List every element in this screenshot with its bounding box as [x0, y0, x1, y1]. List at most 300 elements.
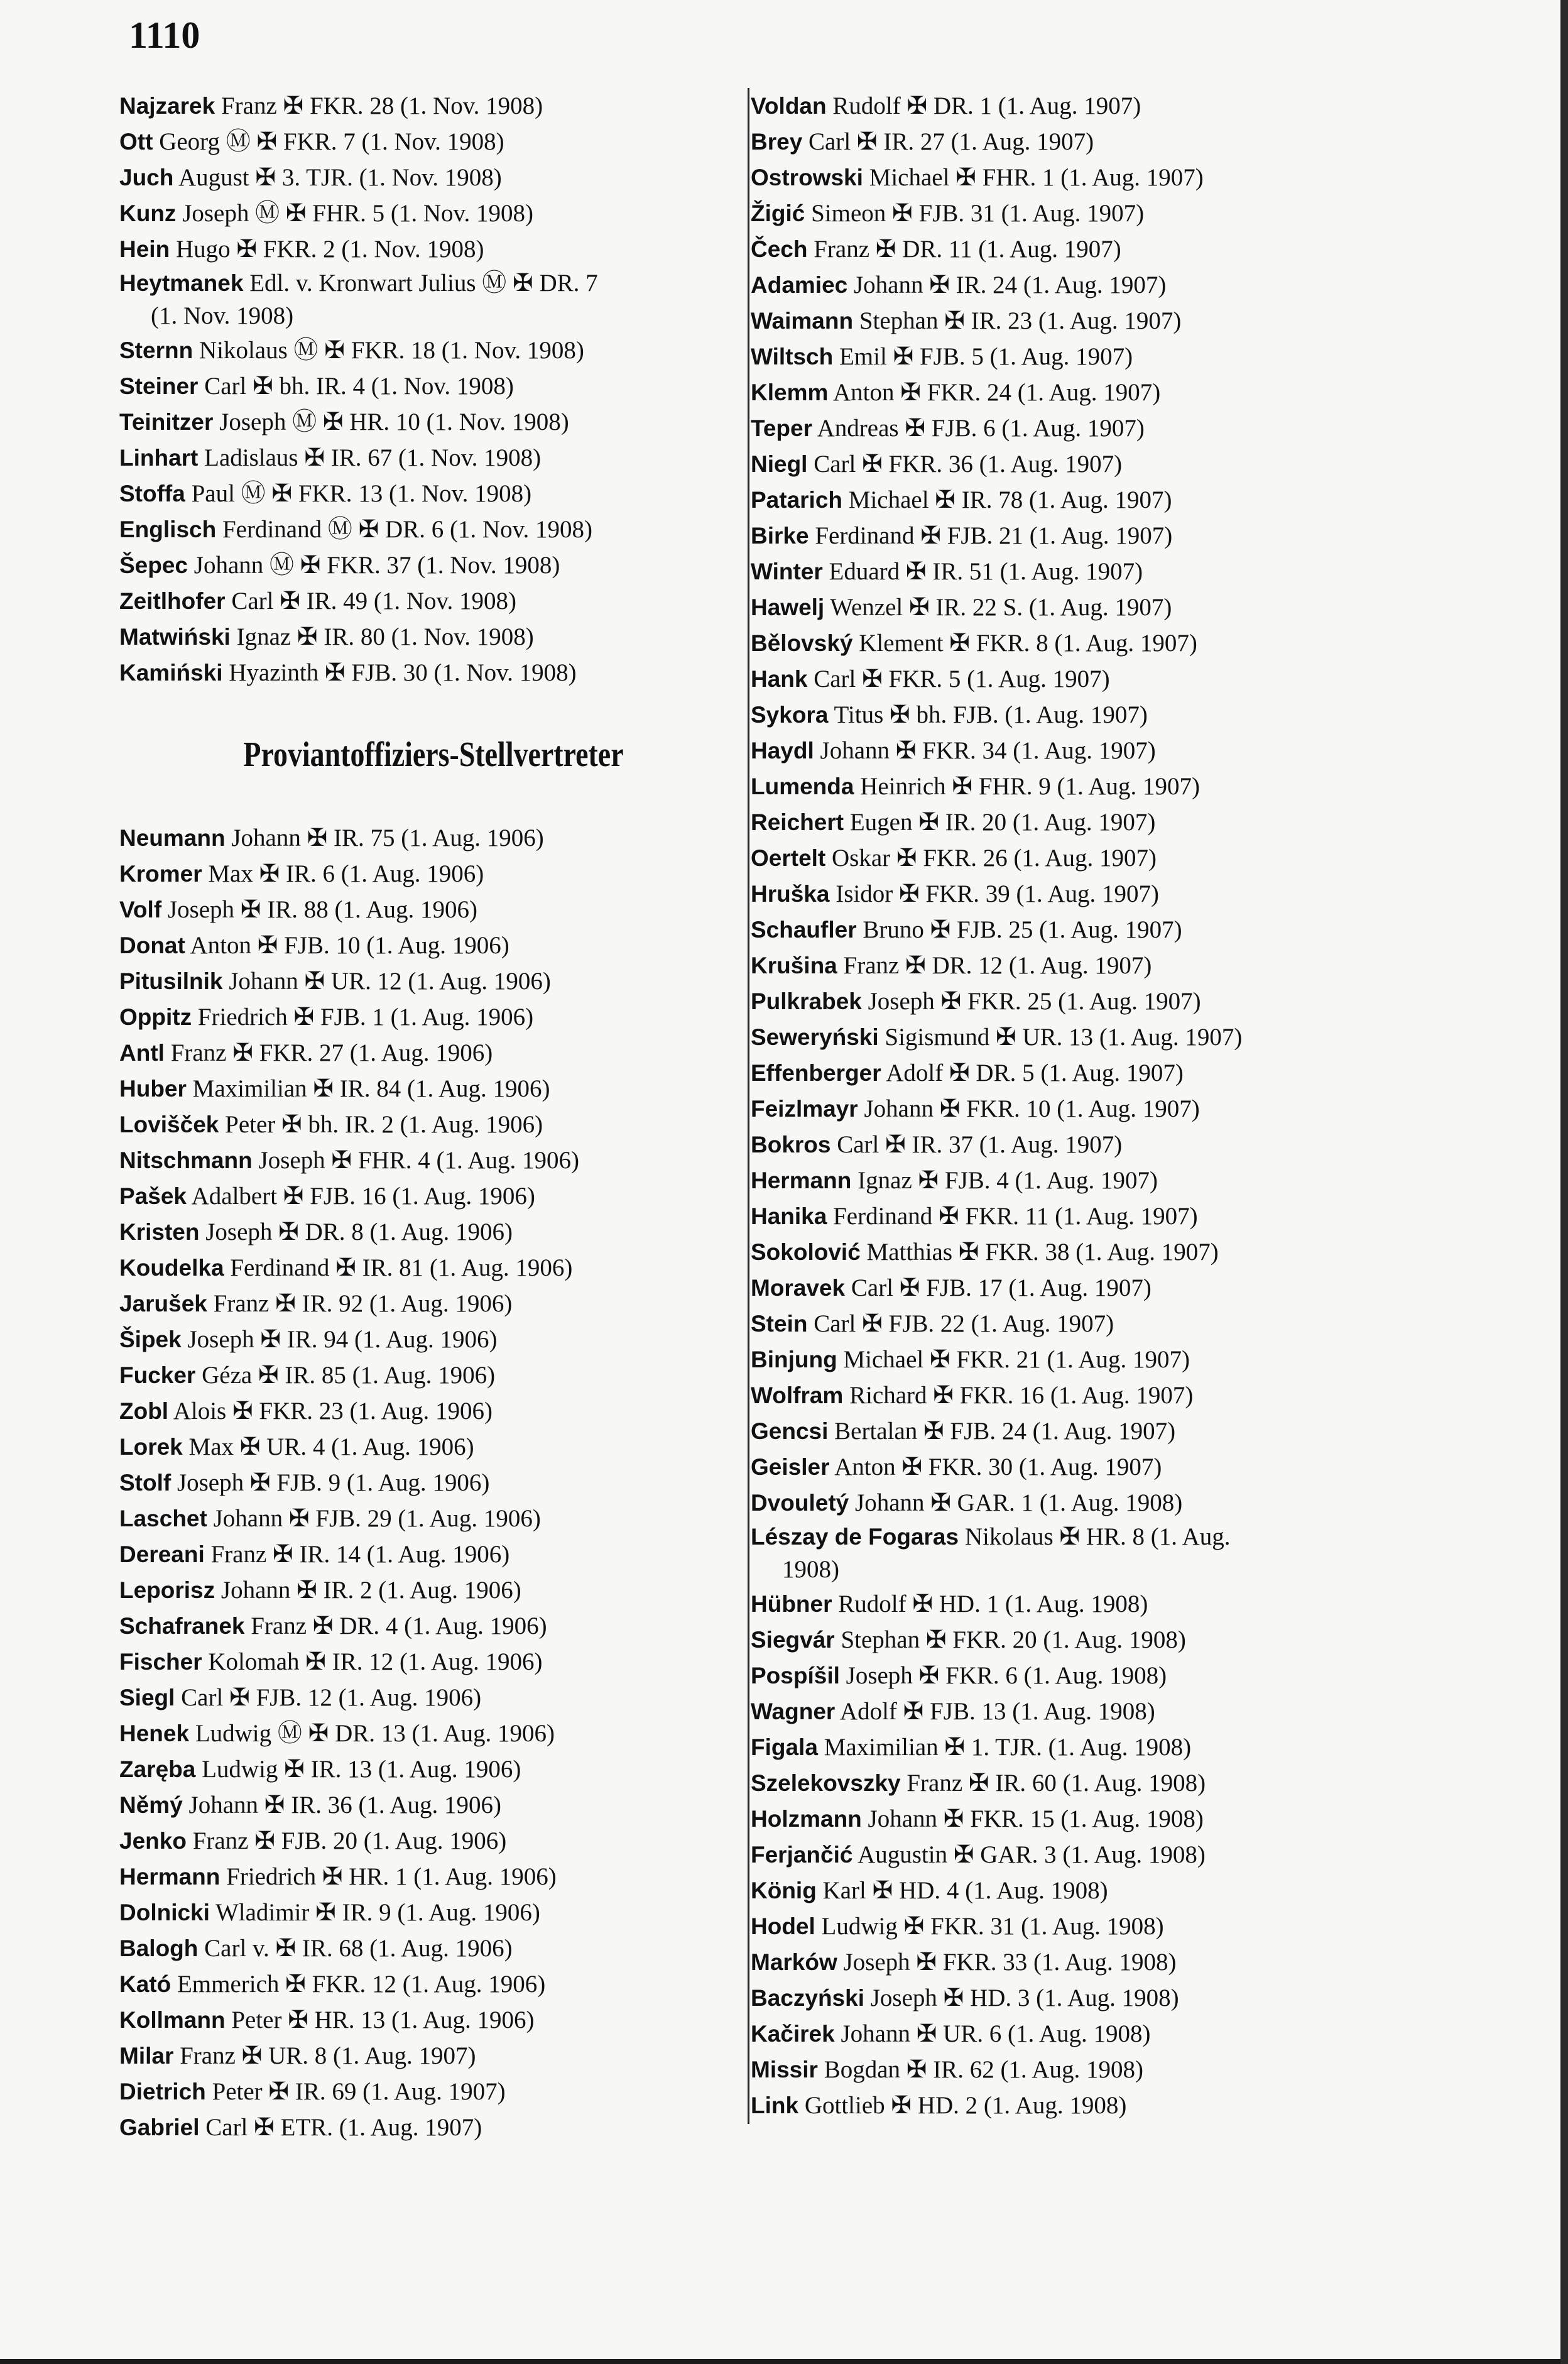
list-item	[751, 1658, 1379, 1694]
entry-surname: Donat	[119, 933, 185, 958]
list-item	[119, 1895, 748, 1930]
entry-continuation: 1908)	[782, 1556, 839, 1583]
entry-details: Carl ✠ FKR. 36 (1. Aug. 1907)	[814, 451, 1123, 478]
entry-details: Michael ✠ IR. 78 (1. Aug. 1907)	[848, 486, 1172, 513]
entry-surname: Matwiński	[119, 624, 231, 650]
entry-surname: Fischer	[119, 1649, 202, 1675]
list-item	[119, 619, 748, 655]
list-item	[751, 769, 1379, 804]
entry-surname: Feizlmayr	[751, 1096, 858, 1122]
list-item	[751, 1127, 1379, 1163]
list-item	[751, 1342, 1379, 1377]
entry-surname: Geisler	[751, 1454, 830, 1480]
list-item	[751, 1234, 1379, 1270]
list-item	[751, 804, 1379, 840]
list-item	[119, 1859, 748, 1895]
left-entries-top	[119, 88, 748, 691]
list-item	[119, 963, 748, 999]
entry-surname: Huber	[119, 1076, 187, 1102]
entry-surname: Stoffa	[119, 481, 185, 506]
list-item	[119, 2002, 748, 2038]
entry-details: Franz ✠ DR. 12 (1. Aug. 1907)	[843, 952, 1152, 979]
list-item	[119, 1644, 748, 1680]
list-item	[751, 1873, 1379, 1908]
entry-details: Maximilian ✠ 1. TJR. (1. Aug. 1908)	[824, 1734, 1192, 1761]
entry-details: Matthias ✠ FKR. 38 (1. Aug. 1907)	[866, 1239, 1219, 1266]
entry-details: Johann ✠ FKR. 15 (1. Aug. 1908)	[868, 1805, 1204, 1832]
entry-surname: Laschet	[119, 1506, 207, 1531]
entry-surname: Jarušek	[119, 1291, 207, 1316]
entry-surname: Hermann	[751, 1168, 852, 1193]
entry-surname: Stein	[751, 1311, 808, 1337]
entry-details: Isidor ✠ FKR. 39 (1. Aug. 1907)	[836, 880, 1159, 907]
entry-surname: Klemm	[751, 380, 829, 405]
list-item	[751, 1586, 1379, 1622]
entry-continuation: (1. Nov. 1908)	[151, 302, 294, 329]
list-item	[751, 88, 1379, 124]
page-right-edge	[1560, 0, 1568, 2364]
entry-surname: Kačirek	[751, 2021, 835, 2047]
list-item	[751, 1485, 1379, 1521]
entry-surname: Pašek	[119, 1183, 187, 1209]
list-item	[751, 267, 1379, 303]
entry-details: Bogdan ✠ IR. 62 (1. Aug. 1908)	[824, 2056, 1143, 2083]
entry-surname: Schaufler	[751, 917, 857, 943]
entry-surname: Jenko	[119, 1828, 187, 1854]
list-item	[119, 583, 748, 619]
entry-surname: Neumann	[119, 825, 226, 851]
list-item	[119, 1787, 748, 1823]
entry-surname: Winter	[751, 559, 823, 584]
list-item	[119, 820, 748, 856]
entry-details: Franz ✠ FJB. 20 (1. Aug. 1906)	[192, 1827, 507, 1854]
entry-details: Ludwig Ⓜ ✠ DR. 13 (1. Aug. 1906)	[195, 1720, 555, 1747]
entry-surname: Antl	[119, 1040, 165, 1066]
list-item	[751, 410, 1379, 446]
entry-details: Michael ✠ FHR. 1 (1. Aug. 1907)	[869, 164, 1204, 191]
entry-surname: Wolfram	[751, 1382, 844, 1408]
list-item	[751, 733, 1379, 769]
entry-details: Franz ✠ DR. 4 (1. Aug. 1906)	[251, 1612, 547, 1639]
entry-details: Ferdinand ✠ IR. 81 (1. Aug. 1906)	[230, 1254, 573, 1281]
list-item	[751, 948, 1379, 983]
entry-details: Stephan ✠ IR. 23 (1. Aug. 1907)	[859, 307, 1182, 334]
list-item	[119, 368, 748, 404]
list-item	[119, 440, 748, 476]
list-item	[751, 1622, 1379, 1658]
list-item	[119, 160, 748, 195]
list-item	[751, 339, 1379, 375]
entry-surname: Dietrich	[119, 2079, 206, 2104]
list-item	[119, 1536, 748, 1572]
entry-details: Joseph ✠ IR. 94 (1. Aug. 1906)	[187, 1326, 498, 1353]
entry-surname: Dereani	[119, 1541, 205, 1567]
list-item	[751, 160, 1379, 195]
list-item	[119, 2110, 748, 2145]
entry-surname: Pitusilnik	[119, 968, 223, 994]
entry-surname: Lorek	[119, 1434, 183, 1460]
entry-surname: Effenberger	[751, 1060, 881, 1086]
entry-surname: Stolf	[119, 1470, 172, 1496]
list-item	[751, 876, 1379, 912]
entry-details: Wenzel ✠ IR. 22 S. (1. Aug. 1907)	[830, 594, 1172, 621]
entry-details: Joseph Ⓜ ✠ FHR. 5 (1. Nov. 1908)	[182, 200, 534, 227]
entry-details: Adolf ✠ FJB. 13 (1. Aug. 1908)	[839, 1698, 1155, 1725]
list-item	[751, 1198, 1379, 1234]
list-item	[119, 124, 748, 160]
list-item	[119, 332, 748, 368]
entry-surname: Juch	[119, 165, 174, 190]
entry-surname: Steiner	[119, 373, 199, 399]
entry-details: Franz ✠ UR. 8 (1. Aug. 1907)	[180, 2042, 476, 2069]
entry-details: Peter ✠ HR. 13 (1. Aug. 1906)	[231, 2006, 535, 2033]
entry-details: Johann ✠ UR. 6 (1. Aug. 1908)	[841, 2020, 1151, 2047]
entry-details: Carl ✠ FKR. 5 (1. Aug. 1907)	[814, 665, 1110, 692]
entry-surname: Wagner	[751, 1699, 836, 1724]
entry-details: Max ✠ IR. 6 (1. Aug. 1906)	[208, 860, 484, 887]
entry-details: Johann ✠ IR. 36 (1. Aug. 1906)	[188, 1792, 501, 1819]
list-item	[119, 1930, 748, 1966]
list-item	[119, 88, 748, 124]
entry-surname: Adamiec	[751, 272, 848, 298]
entry-surname: Siegl	[119, 1685, 175, 1710]
entry-details: Hugo ✠ FKR. 2 (1. Nov. 1908)	[175, 236, 484, 263]
list-item	[751, 912, 1379, 948]
entry-details: Eduard ✠ IR. 51 (1. Aug. 1907)	[829, 558, 1143, 585]
entry-details: Ferdinand ✠ FJB. 21 (1. Aug. 1907)	[815, 522, 1173, 549]
entry-surname: Kamiński	[119, 660, 223, 686]
list-item	[751, 195, 1379, 231]
list-item	[751, 554, 1379, 589]
entry-details: Adalbert ✠ FJB. 16 (1. Aug. 1906)	[191, 1183, 535, 1210]
list-item	[119, 1680, 748, 1716]
entry-surname: Heytmanek	[119, 270, 244, 296]
list-item	[751, 375, 1379, 410]
entry-details: Peter ✠ bh. IR. 2 (1. Aug. 1906)	[225, 1111, 543, 1138]
entry-details: Carl ✠ ETR. (1. Aug. 1907)	[205, 2114, 482, 2141]
entry-surname: Binjung	[751, 1347, 837, 1372]
entry-details: Bruno ✠ FJB. 25 (1. Aug. 1907)	[863, 916, 1182, 943]
entry-details: Franz ✠ FKR. 27 (1. Aug. 1906)	[170, 1039, 493, 1066]
entry-details: Ferdinand ✠ FKR. 11 (1. Aug. 1907)	[833, 1203, 1198, 1230]
entry-surname: Pulkrabek	[751, 988, 862, 1014]
list-item	[751, 446, 1379, 482]
entry-surname: Ott	[119, 129, 153, 155]
list-item	[119, 547, 748, 583]
list-item	[119, 892, 748, 928]
entry-surname: Zaręba	[119, 1756, 196, 1782]
entry-details: Anton ✠ FKR. 24 (1. Aug. 1907)	[833, 379, 1161, 406]
column-divider	[748, 88, 749, 2124]
entry-surname: Koudelka	[119, 1255, 224, 1281]
list-item	[119, 1214, 748, 1250]
list-item	[751, 1091, 1379, 1127]
entry-details: Augustin ✠ GAR. 3 (1. Aug. 1908)	[858, 1841, 1206, 1868]
entry-details: Joseph ✠ DR. 8 (1. Aug. 1906)	[205, 1218, 513, 1245]
entry-details: Carl ✠ FJB. 12 (1. Aug. 1906)	[181, 1684, 482, 1711]
entry-details: Franz ✠ IR. 92 (1. Aug. 1906)	[213, 1290, 513, 1317]
list-item	[119, 1178, 748, 1214]
entry-surname: Ostrowski	[751, 165, 863, 190]
entry-surname: Kató	[119, 1971, 172, 1997]
entry-details: Alois ✠ FKR. 23 (1. Aug. 1906)	[173, 1398, 493, 1425]
entry-details: Johann ✠ FKR. 34 (1. Aug. 1907)	[820, 737, 1156, 764]
entry-surname: Figala	[751, 1734, 818, 1760]
list-item	[119, 1286, 748, 1322]
entry-surname: Schafranek	[119, 1613, 245, 1639]
entry-details: Nikolaus ✠ HR. 8 (1. Aug.	[964, 1523, 1231, 1550]
list-item	[751, 1377, 1379, 1413]
entry-surname: Niegl	[751, 451, 808, 477]
entry-details: Eugen ✠ IR. 20 (1. Aug. 1907)	[849, 809, 1156, 836]
entry-surname: Hübner	[751, 1591, 832, 1617]
list-item	[751, 589, 1379, 625]
list-item	[751, 1270, 1379, 1306]
entry-details: Joseph Ⓜ ✠ HR. 10 (1. Nov. 1908)	[219, 408, 569, 435]
entry-surname: Zeitlhofer	[119, 588, 226, 614]
right-entries	[751, 88, 1379, 2123]
entry-details: Ferdinand Ⓜ ✠ DR. 6 (1. Nov. 1908)	[222, 516, 593, 543]
entry-details: Ignaz ✠ IR. 80 (1. Nov. 1908)	[236, 623, 534, 650]
list-item	[119, 1823, 748, 1859]
entry-surname: Hodel	[751, 1913, 815, 1939]
entry-details: Klement ✠ FKR. 8 (1. Aug. 1907)	[859, 630, 1197, 657]
list-item	[119, 1966, 748, 2002]
entry-surname: Gencsi	[751, 1418, 829, 1444]
left-entries-bottom	[119, 820, 748, 2145]
entry-surname: Haydl	[751, 738, 814, 763]
entry-surname: Němý	[119, 1792, 183, 1818]
entry-surname: Oertelt	[751, 845, 826, 871]
entry-surname: Lovišček	[119, 1112, 219, 1137]
entry-details: Georg Ⓜ ✠ FKR. 7 (1. Nov. 1908)	[159, 128, 504, 155]
entry-details: Edl. v. Kronwart Julius Ⓜ ✠ DR. 7	[249, 270, 598, 297]
entry-surname: Krušina	[751, 953, 837, 978]
entry-surname: König	[751, 1878, 817, 1903]
entry-surname: Sykora	[751, 702, 829, 728]
list-item	[751, 1521, 1379, 1586]
list-item	[119, 1429, 748, 1465]
left-column	[119, 88, 748, 2145]
entry-surname: Link	[751, 2093, 799, 2118]
list-item	[119, 1107, 748, 1142]
entry-surname: Moravek	[751, 1275, 846, 1301]
entry-surname: Gabriel	[119, 2115, 200, 2140]
entry-surname: Brey	[751, 129, 803, 155]
list-item	[119, 856, 748, 892]
list-item	[119, 1716, 748, 1751]
list-item	[119, 1322, 748, 1357]
entry-surname: Holzmann	[751, 1806, 862, 1832]
entry-surname: Milar	[119, 2043, 174, 2069]
entry-details: Bertalan ✠ FJB. 24 (1. Aug. 1907)	[834, 1418, 1176, 1445]
entry-surname: Nitschmann	[119, 1147, 253, 1173]
entry-details: Maximilian ✠ IR. 84 (1. Aug. 1906)	[192, 1075, 550, 1102]
list-item	[119, 195, 748, 231]
entry-details: Franz ✠ FKR. 28 (1. Nov. 1908)	[220, 92, 543, 119]
list-item	[751, 124, 1379, 160]
list-item	[119, 512, 748, 547]
entry-surname: Balogh	[119, 1935, 199, 1961]
entry-details: Paul Ⓜ ✠ FKR. 13 (1. Nov. 1908)	[191, 480, 532, 507]
entry-details: Carl ✠ IR. 49 (1. Nov. 1908)	[231, 588, 516, 615]
list-item	[751, 1413, 1379, 1449]
entry-details: Franz ✠ IR. 60 (1. Aug. 1908)	[906, 1770, 1206, 1797]
entry-details: Adolf ✠ DR. 5 (1. Aug. 1907)	[886, 1059, 1184, 1086]
entry-surname: Kunz	[119, 200, 177, 226]
entry-details: Rudolf ✠ DR. 1 (1. Aug. 1907)	[832, 92, 1141, 119]
list-item	[751, 1801, 1379, 1837]
entry-details: Johann ✠ FKR. 10 (1. Aug. 1907)	[864, 1095, 1200, 1122]
entry-surname: Ferjančić	[751, 1842, 853, 1868]
entry-details: Emil ✠ FJB. 5 (1. Aug. 1907)	[839, 343, 1133, 370]
entry-details: Friedrich ✠ HR. 1 (1. Aug. 1906)	[226, 1863, 557, 1890]
entry-surname: Leporisz	[119, 1577, 215, 1603]
entry-details: Ladislaus ✠ IR. 67 (1. Nov. 1908)	[204, 444, 542, 471]
entry-surname: Wiltsch	[751, 344, 834, 369]
entry-surname: Missir	[751, 2057, 818, 2082]
entry-surname: Teper	[751, 415, 813, 441]
entry-surname: Hanika	[751, 1203, 827, 1229]
list-item	[119, 2074, 748, 2110]
right-column	[751, 88, 1379, 2123]
entry-details: Johann ✠ UR. 12 (1. Aug. 1906)	[229, 968, 551, 995]
list-item	[119, 1501, 748, 1536]
list-item	[751, 1306, 1379, 1342]
list-item	[751, 2088, 1379, 2123]
entry-details: Franz ✠ IR. 14 (1. Aug. 1906)	[210, 1541, 510, 1568]
list-item	[119, 1751, 748, 1787]
entry-details: Max ✠ UR. 4 (1. Aug. 1906)	[188, 1433, 474, 1460]
entry-surname: Dvouletý	[751, 1490, 849, 1516]
entry-surname: Volf	[119, 897, 162, 922]
entry-surname: Hank	[751, 666, 808, 692]
entry-details: Joseph ✠ FJB. 9 (1. Aug. 1906)	[177, 1469, 490, 1496]
entry-details: Joseph ✠ FKR. 6 (1. Aug. 1908)	[846, 1662, 1167, 1689]
entry-surname: Baczyński	[751, 1985, 864, 2011]
entry-surname: Henek	[119, 1721, 190, 1746]
entry-details: Géza ✠ IR. 85 (1. Aug. 1906)	[202, 1362, 496, 1389]
list-item	[119, 231, 748, 267]
list-item	[751, 2052, 1379, 2088]
entry-surname: Waimann	[751, 308, 854, 334]
list-item	[119, 2038, 748, 2074]
list-item	[751, 2016, 1379, 2052]
entry-details: Joseph ✠ HD. 3 (1. Aug. 1908)	[870, 1984, 1179, 2011]
list-item	[751, 1055, 1379, 1091]
entry-details: Hyazinth ✠ FJB. 30 (1. Nov. 1908)	[229, 659, 577, 686]
list-item	[119, 999, 748, 1035]
entry-surname: Siegvár	[751, 1627, 835, 1653]
entry-details: August ✠ 3. TJR. (1. Nov. 1908)	[178, 164, 502, 191]
list-item	[751, 482, 1379, 518]
section-heading: Proviantoffiziers-Stellvertreter	[243, 735, 624, 774]
list-item	[751, 625, 1379, 661]
entry-details: Karl ✠ HD. 4 (1. Aug. 1908)	[822, 1877, 1108, 1904]
entry-details: Joseph ✠ FHR. 4 (1. Aug. 1906)	[258, 1147, 579, 1174]
entry-surname: Voldan	[751, 93, 827, 119]
entry-surname: Hermann	[119, 1864, 220, 1890]
entry-details: Anton ✠ FKR. 30 (1. Aug. 1907)	[834, 1453, 1162, 1480]
entry-details: Johann ✠ FJB. 29 (1. Aug. 1906)	[213, 1505, 541, 1532]
entry-details: Carl ✠ IR. 37 (1. Aug. 1907)	[837, 1131, 1123, 1158]
entry-surname: Teinitzer	[119, 409, 214, 435]
entry-details: Heinrich ✠ FHR. 9 (1. Aug. 1907)	[860, 773, 1200, 800]
entry-surname: Sternn	[119, 337, 193, 363]
list-item	[751, 303, 1379, 339]
entry-details: Joseph ✠ IR. 88 (1. Aug. 1906)	[167, 896, 477, 923]
entry-surname: Patarich	[751, 487, 843, 513]
list-item	[751, 1163, 1379, 1198]
entry-surname: Oppitz	[119, 1004, 192, 1030]
entry-details: Carl ✠ FJB. 22 (1. Aug. 1907)	[814, 1310, 1114, 1337]
entry-surname: Seweryński	[751, 1024, 879, 1050]
list-item	[119, 1250, 748, 1286]
entry-surname: Szelekovszky	[751, 1770, 901, 1796]
entry-details: Stephan ✠ FKR. 20 (1. Aug. 1908)	[841, 1626, 1186, 1653]
entry-surname: Reichert	[751, 809, 844, 835]
list-item	[119, 1572, 748, 1608]
entry-surname: Linhart	[119, 445, 199, 471]
entry-details: Johann ✠ IR. 2 (1. Aug. 1906)	[220, 1577, 521, 1604]
entry-details: Carl ✠ bh. IR. 4 (1. Nov. 1908)	[204, 373, 514, 400]
list-item	[751, 1019, 1379, 1055]
entry-surname: Hawelj	[751, 594, 825, 620]
entry-surname: Kromer	[119, 861, 202, 887]
list-item	[751, 1765, 1379, 1801]
list-item	[119, 1465, 748, 1501]
entry-details: Franz ✠ DR. 11 (1. Aug. 1907)	[814, 236, 1121, 263]
list-item	[751, 661, 1379, 697]
entry-details: Johann ✠ GAR. 1 (1. Aug. 1908)	[855, 1489, 1183, 1516]
entry-details: Oskar ✠ FKR. 26 (1. Aug. 1907)	[832, 845, 1157, 872]
entry-surname: Englisch	[119, 517, 217, 542]
entry-details: Johann ✠ IR. 24 (1. Aug. 1907)	[853, 271, 1167, 298]
entry-details: Ignaz ✠ FJB. 4 (1. Aug. 1907)	[858, 1167, 1158, 1194]
list-item	[751, 1908, 1379, 1944]
list-item	[751, 1449, 1379, 1485]
list-item	[751, 518, 1379, 554]
entry-details: Carl ✠ FJB. 17 (1. Aug. 1907)	[851, 1274, 1152, 1301]
list-item	[119, 1142, 748, 1178]
entry-details: Emmerich ✠ FKR. 12 (1. Aug. 1906)	[177, 1971, 546, 1998]
entry-details: Kolomah ✠ IR. 12 (1. Aug. 1906)	[208, 1648, 543, 1675]
list-item	[119, 267, 748, 332]
entry-surname: Šipek	[119, 1327, 182, 1352]
entry-surname: Bělovský	[751, 630, 853, 656]
entry-details: Nikolaus Ⓜ ✠ FKR. 18 (1. Nov. 1908)	[199, 337, 584, 364]
entry-surname: Zobl	[119, 1398, 169, 1424]
entry-details: Rudolf ✠ HD. 1 (1. Aug. 1908)	[838, 1590, 1148, 1617]
list-item	[119, 1357, 748, 1393]
list-item	[751, 1944, 1379, 1980]
list-item	[119, 655, 748, 691]
list-item	[119, 404, 748, 440]
entry-details: Sigismund ✠ UR. 13 (1. Aug. 1907)	[885, 1024, 1243, 1051]
list-item	[119, 928, 748, 963]
entry-details: Titus ✠ bh. FJB. (1. Aug. 1907)	[834, 701, 1148, 728]
entry-details: Joseph ✠ FKR. 25 (1. Aug. 1907)	[868, 988, 1201, 1015]
entry-surname: Šepec	[119, 552, 188, 578]
list-item	[119, 1035, 748, 1071]
entry-surname: Dolnicki	[119, 1900, 210, 1925]
entry-surname: Bokros	[751, 1132, 831, 1157]
entry-details: Gottlieb ✠ HD. 2 (1. Aug. 1908)	[804, 2092, 1127, 2119]
entry-surname: Čech	[751, 236, 808, 262]
entry-surname: Sokolović	[751, 1239, 861, 1265]
entry-details: Carl v. ✠ IR. 68 (1. Aug. 1906)	[204, 1935, 513, 1962]
list-item	[751, 231, 1379, 267]
